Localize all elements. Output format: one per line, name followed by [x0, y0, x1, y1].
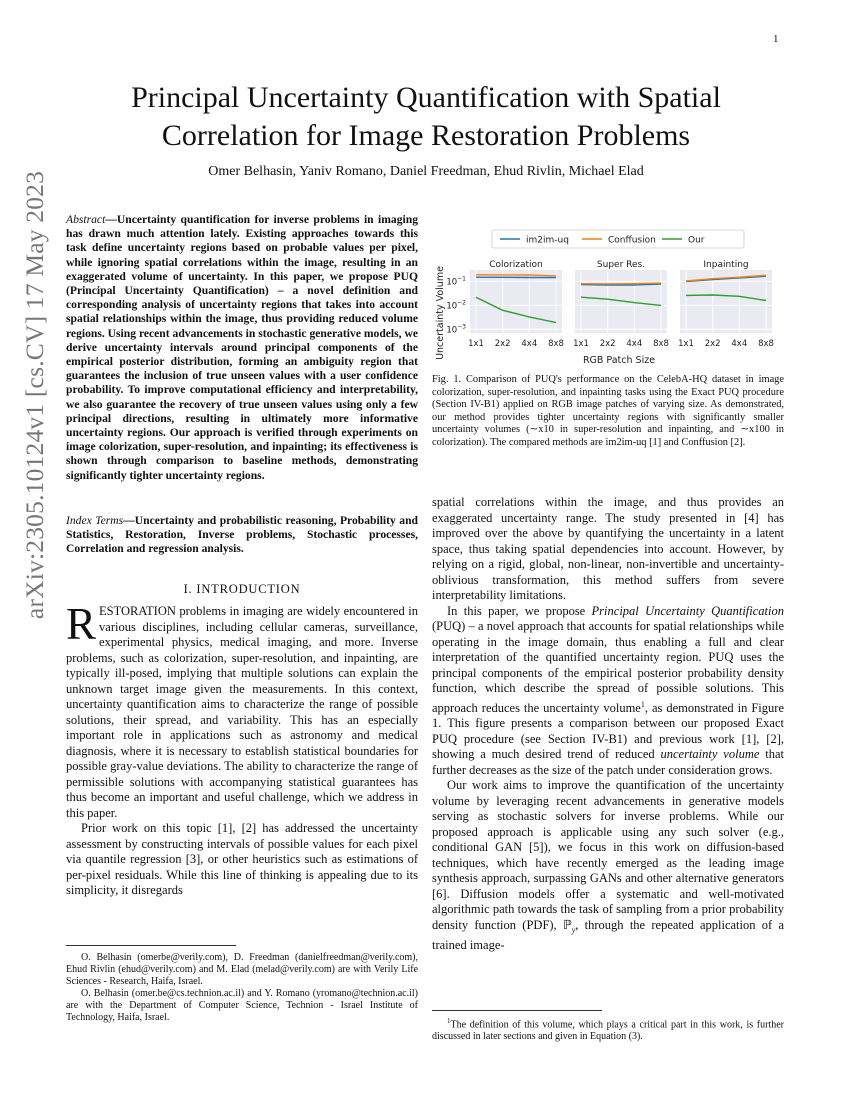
intro-left-column — [66, 599, 418, 899]
arxiv-stamp: arXiv:2305.10124v1 [cs.CV] 17 May 2023 — [20, 170, 49, 620]
legend-label: Our — [688, 235, 705, 246]
title-line-1: Principal Uncertainty Quantification with Spatial — [131, 81, 721, 114]
index-terms-text: —Uncertainty and probabilistic reasoning, Probability and Statistics, Restoration, Inverse problems, Stochastic processes, Correlation and regression analysis. — [66, 514, 418, 556]
panel-inpainting — [678, 260, 774, 349]
x-tick-label: 1x1 — [573, 339, 589, 349]
right-paragraph-3 — [432, 778, 784, 953]
footnote-rule — [66, 945, 236, 946]
chart-panels — [446, 260, 774, 349]
volume-footnote-text: The definition of this volume, which plays a critical part in this work, is further discussed in later sections and given in Equation (3). — [432, 1019, 784, 1043]
math-subscript-y: y — [571, 925, 576, 935]
rp2-text-d: that further decreases as the size of the patch under consideration grows. — [432, 747, 784, 777]
footnote-marker-1[interactable]: 1 — [640, 699, 645, 709]
x-tick-label: 2x2 — [704, 339, 721, 349]
x-tick-label: 4x4 — [731, 339, 748, 349]
abstract-label: Abstract — [66, 213, 106, 226]
x-tick-label: 2x2 — [599, 339, 616, 349]
footnote-mark: 1 — [447, 1017, 451, 1025]
abstract-text: —Uncertainty quantification for inverse problems in imaging has drawn much attention lately. Existing approaches towards this task define uncertainty regions based on probable values per pixel, while ignoring spatial correlations within the image, resulting in an exaggerated volume of uncertainty. In this paper, we propose PUQ (Principal Uncertainty Quantification) – a novel definition and corresponding analysis of uncertainty regions that takes into account spatial relationships within the image, thus providing reduced volume regions. Using recent advancements in stochastic generative models, we derive uncertainty intervals around principal components of the empirical posterior distribution, forming an ambiguity region that guarantees the inclusion of true unseen values with a user confidence probability. To improve computational efficiency and interpretability, we also guarantee the recovery of true unseen values using only a few principal directions, resulting in ultimately more informative uncertainty regions. Our approach is verified through experiments on image colorization, super-resolution, and inpainting; its effectiveness is shown through comparison to baseline methods, demonstrating significantly tighter uncertainty regions. — [66, 213, 418, 482]
abstract — [66, 213, 418, 483]
affiliation-footnote — [66, 952, 418, 1024]
intro-right-column — [432, 495, 784, 953]
x-tick-label: 8x8 — [653, 339, 669, 349]
intro-paragraph-1-text: ESTORATION problems in imaging are widely encountered in various disciplines, including cellular cameras, surveillance, experimental physics, medical imaging, and more. Inverse problems, such as colorization, super-resolution, and inpainting, are typically ill-posed, implying that multiple solutions can explain the unknown target image given the measurements. In this context, uncertainty quantification aims to characterize the range of possible solutions, their spread, and variability. This has an especially important role in applications such as astronomy and medical diagnosis, where it is necessary to establish statistical boundaries for possible gray-value deviations. The ability to characterize the range of permissible solutions with accompanying statistical guarantees has thus become an important and useful challenge, which we address in this paper. — [66, 604, 418, 820]
y-tick-label: $10^{-1}$ — [446, 275, 466, 288]
legend-label: Conffusion — [608, 235, 656, 246]
index-terms — [66, 514, 418, 557]
series-line-conffusion — [581, 283, 661, 284]
y-axis-label: Uncertainty Volume — [435, 266, 446, 360]
x-tick-label: 1x1 — [678, 339, 694, 349]
panel-title: Inpainting — [703, 260, 749, 270]
x-tick-label: 2x2 — [494, 339, 511, 349]
panel-title: Colorization — [489, 260, 543, 270]
affiliation-verily: O. Belhasin (omerbe@verily.com), D. Freedman (danielfreedman@verily.com), Ehud Rivlin (ehud@verily.com) and M. Elad (melad@verily.com) are with Verily Life Sciences - Research, Haifa, Israel. — [66, 952, 418, 987]
x-tick-label: 4x4 — [521, 339, 538, 349]
chart-legend — [492, 230, 744, 248]
x-tick-label: 8x8 — [548, 339, 564, 349]
right-paragraph-1: spatial correlations within the image, and thus provides an exaggerated uncertainty range. The study presented in [4] has improved over the above by quantifying the uncertainty in a latent space, thus taking spatial dependencies into account. However, by relying on a rigid, global, non-linear, non-invertible and uncertainty-oblivious transformation, this method suffers from severe interpretability limitations. — [432, 495, 784, 602]
section-heading: I. INTRODUCTION — [183, 582, 301, 596]
y-tick-label: $10^{-3}$ — [446, 323, 466, 336]
rp2-text-b: (PUQ) – a novel approach that accounts for spatial relationships while operating in the image domain, thus enabling a full and clear interpretation of the quantified uncertainty region. PUQ uses the principal components of the empirical posterior probability density function, which describe the spread of possible solutions. This approach reduces the uncertainty volume — [432, 619, 784, 715]
right-paragraph-2 — [432, 604, 784, 779]
figure-1-chart — [430, 226, 786, 366]
rp2-text-a: In this paper, we propose — [447, 603, 592, 618]
volume-footnote — [432, 1015, 784, 1043]
title-line-2: Correlation for Image Restoration Problems — [161, 119, 691, 152]
y-tick-label: $10^{-2}$ — [446, 299, 466, 312]
math-symbol-p: ℙ — [562, 917, 572, 932]
rp2-emphasis: Principal Uncertainty Quantification — [591, 603, 784, 618]
index-terms-label: Index Terms — [66, 514, 124, 527]
rp3-text-a: Our work aims to improve the quantification of the uncertainty volume by leveraging recent advancements in generative models serving as stochastic solvers for inverse problems. While our proposed approach is applicable using any such solver (e.g., conditional GAN [5]), we focus in this work on diffusion-based techniques, which have recently emerged as the leading image synthesis approach, surpassing GANs and other alternative generators [6]. Diffusion models offer a systematic and well-motivated algorithmic path towards the task of sampling from a prior probability density function (PDF), — [432, 778, 784, 932]
intro-paragraph-2: Prior work on this topic [1], [2] has addressed the uncertainty assessment by constructing intervals of possible values for each pixel via quantile regression [3], or other heuristics such as estimations of per-pixel residuals. While this line of thinking is appealing due to its simplicity, it disregards — [66, 821, 418, 897]
rp2-emphasis-2: uncertainty volume — [660, 747, 760, 762]
panel-super-res — [573, 260, 669, 349]
x-axis-label: RGB Patch Size — [582, 355, 656, 366]
panel-background — [680, 270, 772, 333]
author-list: Omer Belhasin, Yaniv Romano, Daniel Freedman, Ehud Rivlin, Michael Elad — [208, 164, 644, 179]
x-tick-label: 8x8 — [758, 339, 774, 349]
rp2-text-c: , as demonstrated in Figure 1. This figure presents a comparison between our proposed Exact PUQ procedure (see Section IV-B1) and previous work [1], [2], showing a much desired trend of reduced — [432, 700, 784, 762]
page-number: 1 — [773, 33, 779, 45]
x-tick-label: 4x4 — [626, 339, 643, 349]
paper-title — [70, 79, 782, 155]
figure-caption: Fig. 1. Comparison of PUQ's performance on the CelebA-HQ dataset in image colorization, super-resolution, and inpainting tasks using the Exact PUQ procedure (Section IV-B1) applied on RGB image patches of varying size. As demonstrated, our method provides tighter uncertainty regions with significantly smaller uncertainty volumes (∼x10 in super-resolution and inpainting, and ∼x100 in colorization). The compared methods are im2im-uq [1] and Conffusion [2]. — [432, 374, 784, 448]
panel-title: Super Res. — [596, 260, 646, 270]
rp3-text-b: , through the repeated application of a trained image- — [432, 917, 784, 952]
panel-colorization — [468, 260, 564, 349]
x-tick-label: 1x1 — [468, 339, 484, 349]
affiliation-technion: O. Belhasin (omer.be@cs.technion.ac.il) and Y. Romano (yromano@technion.ac.il) are with the Department of Computer Science, Technion - Israel Institute of Technology, Haifa, Israel. — [66, 988, 418, 1023]
intro-paragraph-1 — [66, 599, 418, 821]
legend-label: im2im-uq — [526, 235, 569, 246]
drop-cap: R — [66, 599, 97, 649]
footnote-rule-right — [432, 1010, 602, 1011]
